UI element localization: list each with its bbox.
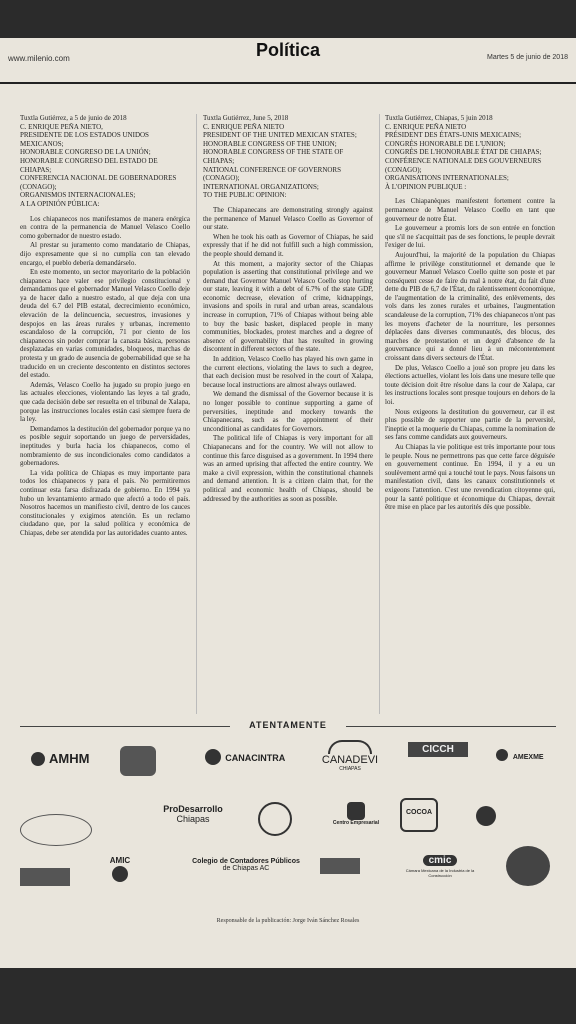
address-line: À L'OPINION PUBLIQUE : bbox=[385, 182, 467, 191]
paragraph: At this moment, a majority sector of the Chiapas population is asserting that constitutional privilege and we demand that Governor Manuel Velasco Coello stop hurting our state, leaving it with a debt of 6.7% of the state GDP, economic decrease, elevation of crime, kidnappings, invasions and spoils in rural and urban areas, scandalous increase in corruption, 71% of Chiapas without being able to buy the basic basket, displaced people in many communities, blockades, protest marches and a degree of absence of governability that has resulted in growing discontent in different sectors of the state. bbox=[203, 259, 373, 354]
letter-columns bbox=[20, 114, 560, 714]
section-title: Política bbox=[255, 40, 321, 60]
address-line: CONFERENCIA NACIONAL DE GOBERNADORES (CONAGO); bbox=[20, 174, 177, 191]
logo-cmic: cmic Cámara Mexicana de la Industria de la Construcción bbox=[405, 855, 475, 878]
logo-cocoa: COCOA bbox=[400, 798, 438, 832]
column-french bbox=[385, 114, 555, 714]
logo-colegio-contadores: Colegio de Contadores Públicos de Chiapas AC bbox=[192, 858, 300, 872]
address-line: A LA OPINIÓN PÚBLICA: bbox=[20, 199, 100, 208]
canacintra-icon bbox=[205, 749, 221, 765]
crest-logo-icon bbox=[320, 858, 360, 874]
logo-canacintra: CANACINTRA bbox=[200, 748, 290, 766]
seal-logo-icon bbox=[20, 814, 92, 846]
address-line: PRESIDENT OF THE UNITED MEXICAN STATES; bbox=[203, 131, 357, 140]
address-line: HONORABLE CONGRESO DEL ESTADO DE CHIAPAS; bbox=[20, 156, 158, 174]
amic-icon bbox=[112, 866, 128, 882]
address-line: CONFÉRENCE NATIONALE DES GOUVERNEURS (CONAGO); bbox=[385, 156, 542, 174]
paragraph: The political life of Chiapas is very important for all Chiapanecans and for the country. We will not allow to continue this farce disguised as a government. In 1994 there was an armed uprising that affected the entire country. We make a civil expression, within the constitutional channels and demand attention. It is a citizen claim that, for the political and economic health of Chiapas, should be addressed by the authorities as soon as possible. bbox=[203, 434, 373, 503]
issue-date: Martes 5 de junio de 2018 bbox=[487, 54, 568, 61]
letter-body bbox=[20, 215, 190, 538]
paragraph: Aujourd'hui, la majorité de la population du Chiapas affirme le privilège constitutionnel et demande que le gouverneur Manuel Velasco Coello quitte son poste et par conséquent cesse de faire du mal à notre état, du fait d'une dette du PIB de 6,7 de l'État, du ralentissement économique, de l'augmentation de la criminalité, des enlèvements, des vols dans les zones rurales et urbaines, l'augmentation scandaleuse de la corruption, 71% des chiapanecos n'ont pas les moyens d'acheter de la nourriture, les personnes déplacées dans diverses communautés, des blocus, des marches de protestation et un degré d'absence de la gouvernance qui a donné lieu à un mécontentement croissant dans divers secteurs de l'État. bbox=[385, 250, 555, 363]
paragraph: We demand the dismissal of the Governor because it is no longer possible to continue supporting a game of perversities, ineptitude and mockery towards the Chiapanecans, such as the appointment of their unconditional as candidates for Governors. bbox=[203, 390, 373, 433]
paragraph: De plus, Velasco Coello a joué son propre jeu dans les élections actuelles, violant les lois dans une mesure telle que toute décision doit être résolue dans la cour de Xalapa, car les instructions locales sont presque toujours en dehors de la loi. bbox=[385, 363, 555, 406]
address-line: HONORABLE CONGRESS OF THE UNION; bbox=[203, 139, 337, 148]
address-line: PRESIDENTE DE LOS ESTADOS UNIDOS MEXICANOS; bbox=[20, 131, 149, 148]
address-line: C. ENRIQUE PEÑA NIETO bbox=[203, 122, 285, 131]
amexme-icon bbox=[496, 749, 508, 761]
address-line: PRÉSIDENT DES ÉTATS-UNIS MEXICAINS; bbox=[385, 131, 522, 140]
logo-amhm: AMHM bbox=[20, 750, 100, 768]
address-line: INTERNATIONAL ORGANIZATIONS; bbox=[203, 182, 319, 191]
logo-prodesarrollo: ProDesarrollo Chiapas bbox=[163, 804, 223, 824]
address-line: C. ENRIQUE PEÑA NIETO, bbox=[20, 122, 103, 131]
column-divider bbox=[196, 114, 197, 714]
paragraph: The Chiapanecans are demonstrating strongly against the permanence of Manuel Velasco Coello as Governor of our state. bbox=[203, 205, 373, 232]
paragraph: Además, Velasco Coello ha jugado su propio juego en las actuales elecciones, violentando las leyes a tal grado, que cada decisión debe ser resuelta en el tribunal de Xalapa, porque las instrucciones locales están casi siempre fuera de la ley. bbox=[20, 380, 190, 424]
column-spanish bbox=[20, 114, 190, 714]
logo-centro-empresarial: Centro Empresarial bbox=[326, 802, 386, 826]
letter-body bbox=[203, 206, 373, 503]
circle-seal-icon bbox=[258, 802, 292, 836]
paragraph: Les Chiapanèques manifestent fortement contre la permanence de Manuel Velasco Coello en tant que gouverneur de notre État. bbox=[385, 197, 555, 223]
address-line: HONORABLE CONGRESO DE LA UNIÓN; bbox=[20, 148, 151, 157]
address-line: NATIONAL CONFERENCE OF GOVERNORS (CONAGO); bbox=[203, 165, 341, 183]
logo-amexme: AMEXME bbox=[490, 746, 550, 764]
paragraph: Los chiapanecos nos manifestamos de manera enérgica en contra de la permanencia de Manuel Velasco Coello como gobernador de nuestro estado. bbox=[20, 214, 190, 240]
hexagon-logo-icon bbox=[120, 746, 156, 776]
address-line: TO THE PUBLIC OPINION: bbox=[203, 191, 287, 200]
sponsor-logos bbox=[0, 738, 576, 908]
address-line: CONGRÈS DE L'HONORABLE ÉTAT DE CHIAPAS; bbox=[385, 148, 542, 157]
address-block bbox=[20, 114, 190, 209]
address-block bbox=[385, 114, 555, 191]
letter-body bbox=[385, 197, 555, 511]
address-line: Tuxtla Gutiérrez, Chiapas, 5 juin 2018 bbox=[385, 114, 493, 122]
paragraph: In addition, Velasco Coello has played his own game in the current elections, violating the laws to such a degree, that each decision must be resolved in the court of Xalapa, because local instructions are almost always outlawed. bbox=[203, 355, 373, 389]
site-url: www.milenio.com bbox=[8, 54, 70, 63]
address-line: C. ENRIQUE PEÑA NIETO bbox=[385, 122, 467, 131]
newspaper-page bbox=[0, 38, 576, 968]
logo-canadevi: CANADEVI CHIAPAS bbox=[300, 740, 400, 772]
paragraph: Le gouverneur a promis lors de son entrée en fonction que s'il ne s'acquittait pas de ses fonctions, le peuple devrait l'exiger de lui. bbox=[385, 224, 555, 250]
closing-text: ATENTAMENTE bbox=[249, 720, 327, 730]
paragraph: Au Chiapas la vie politique est très importante pour tous le peuple. Nous ne permettrons pas que cette farce déguisée en gouvernement continue. En 1994, il y a eu un soulèvement armé qui a touché tout le pays. Nous faisons un manifestation civil, dans les canaux constitutionnels et exigeons l'attention. C'est une revendication citoyenne qui, pour la santé politique et économique du Chiapas, devrait être mise en place par les autorités dès que possible. bbox=[385, 442, 555, 512]
column-divider bbox=[379, 114, 380, 714]
address-block bbox=[203, 114, 373, 200]
amhm-icon bbox=[31, 752, 45, 766]
paragraph: La vida política de Chiapas es muy importante para todos los chiapanecos y para el país. No permitiremos continuar esta farsa disfrazada de gobierno. En 1994 ya hubo un levantamiento armado que afectó a todo el país. Nosotros hacemos un manifiesto civil, dentro de los cauces constitucionales y exigimos atención. Es un reclamo ciudadano que, por la salud política y económica de Chiapas, debe ser atendida por las autoridades cuanto antes. bbox=[20, 468, 190, 537]
paragraph: When he took his oath as Governor of Chiapas, he said expressly that if he did not fulfill such a high commission, the people should demand it. bbox=[203, 232, 373, 258]
logo-cicch: CICCH bbox=[408, 742, 468, 757]
paragraph: En este momento, un sector mayoritario de la población chiapaneca hace valer ese privilegio constitucional y demandamos que el gobernador Manuel Velasco Coello deje ya de hacer daño a nuestro estado, al que deja con una deuda del 6.7 del PIB estatal, decrecimiento económico, elevación de la delincuencia, secuestros, invasiones y despojos en las áreas rurales y urbanas, incremento escandaloso de la corrupción, 71 por ciento de los chiapanecos sin poder comprar la canasta básica, personas desplazadas en varias comunidades, bloqueos, marchas de protesta y un grado de ausencia de gobernabilidad que se ha traducido en un creciente descontento en distintos sectores del estado. bbox=[20, 268, 190, 380]
column-english bbox=[203, 114, 373, 714]
address-line: Tuxtla Gutiérrez, June 5, 2018 bbox=[203, 114, 289, 122]
paragraph: Demandamos la destitución del gobernador porque ya no es posible seguir soportando un juego de perversidades, ineptitudes y burla hacia los chiapanecos, como el nombramiento de sus incondicionales como candidatos a gobernadores. bbox=[20, 424, 190, 468]
flag-logo-icon bbox=[20, 868, 70, 886]
shield-logo-icon bbox=[506, 846, 550, 886]
roof-icon bbox=[328, 740, 372, 754]
paragraph: Nous exigeons la destitution du gouverneur, car il est plus possible de supporter une partie de la perversité, l'ineptie et la moquerie du Chiapas, comme la nomination de ses fans comme candidats aux gouverneurs. bbox=[385, 407, 555, 442]
page-header bbox=[0, 38, 576, 84]
publication-responsible: Responsable de la publicación: Jorge Iván Sánchez Rosales bbox=[216, 918, 360, 924]
chamber-seal-icon bbox=[476, 806, 496, 826]
address-line: CONGRÈS HONORABLE DE L'UNION; bbox=[385, 139, 506, 148]
building-icon bbox=[347, 802, 365, 820]
address-line: Tuxtla Gutiérrez, a 5 de junio de 2018 bbox=[20, 114, 127, 122]
address-line: HONORABLE CONGRESS OF THE STATE OF CHIAPAS; bbox=[203, 148, 344, 165]
paragraph: Al prestar su juramento como mandatario de Chiapas, dijo expresamente que si no cumplía con tan elevado encargo, el pueblo debería demandárselo. bbox=[20, 241, 190, 267]
address-line: ORGANISATIONS INTERNATIONALES; bbox=[385, 174, 509, 183]
divider-line bbox=[346, 726, 556, 727]
logo-amic: AMIC bbox=[100, 856, 140, 883]
address-line: ORGANISMOS INTERNACIONALES; bbox=[20, 191, 136, 200]
